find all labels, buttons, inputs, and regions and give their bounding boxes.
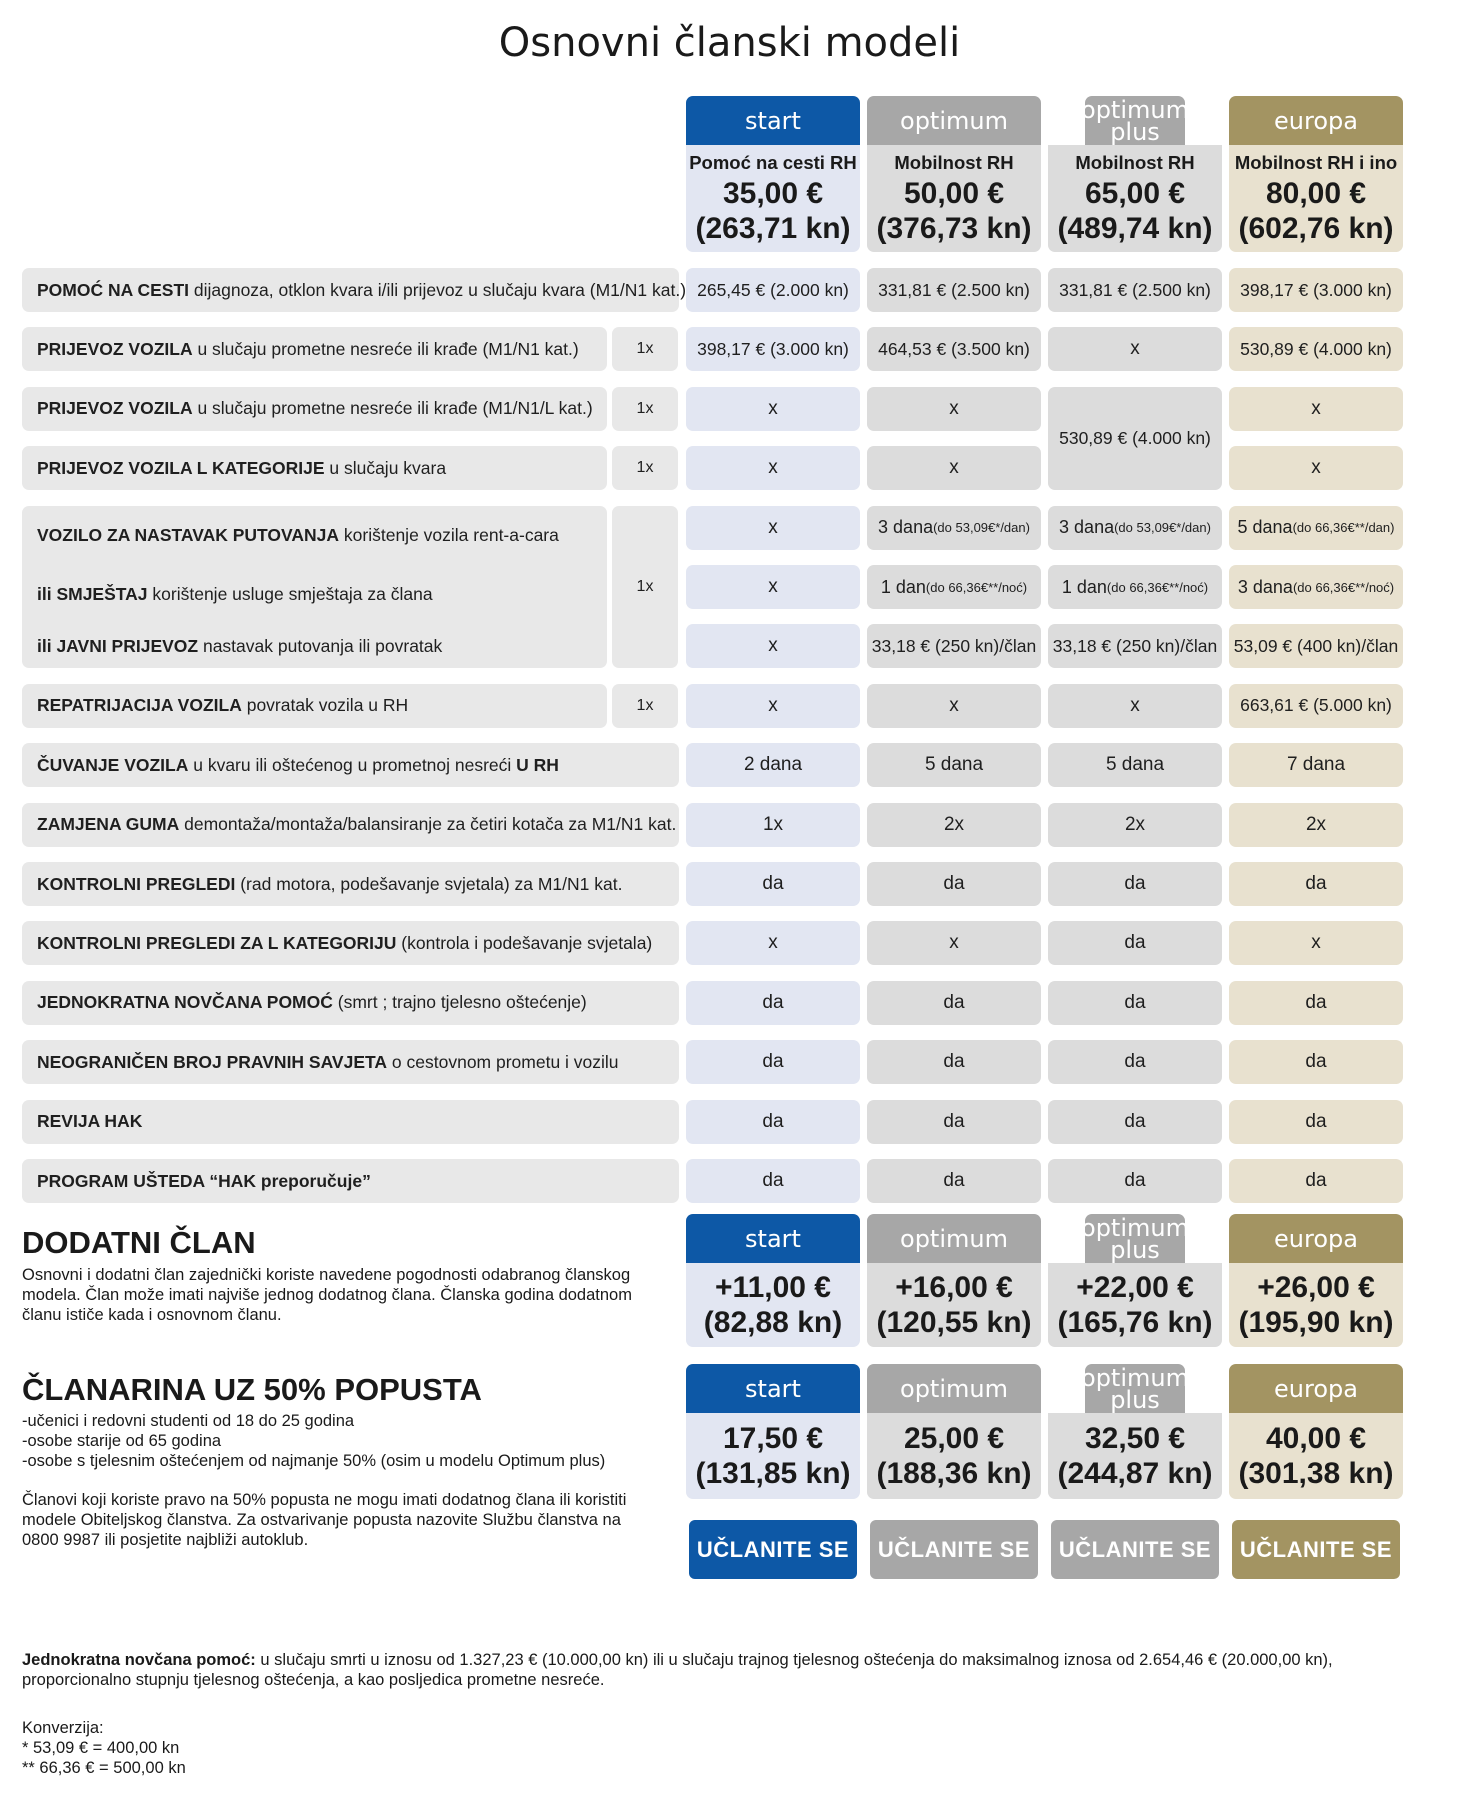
plan-value-text: da bbox=[1305, 991, 1327, 1013]
feature-label-text: dijagnoza, otklon kvara i/ili prijevoz u slučaju kvara (M1/N1 kat.) bbox=[189, 279, 687, 300]
feature-label-bold: ČUVANJE VOZILA bbox=[37, 754, 189, 775]
plan-value bbox=[686, 327, 860, 371]
feature-label-text: demontaža/montaža/balansiranje za četiri kotača za M1/N1 kat. bbox=[179, 814, 677, 835]
plan-value bbox=[1229, 981, 1403, 1025]
plan-value-text: 3 dana bbox=[878, 517, 934, 538]
plan-value bbox=[1048, 921, 1222, 965]
plan-value bbox=[867, 565, 1041, 609]
plan-price-eur: 65,00 € bbox=[1084, 176, 1186, 210]
plan-value-text: da bbox=[1124, 1110, 1146, 1132]
feature-label bbox=[22, 743, 679, 787]
plan-value-text: 1x bbox=[762, 813, 784, 835]
feature-label-bold: ili JAVNI PRIJEVOZ bbox=[37, 635, 199, 656]
plan-value bbox=[867, 1159, 1041, 1203]
plan-value-text: 5 dana bbox=[1237, 517, 1293, 538]
plan-value-text: x bbox=[949, 397, 959, 419]
plan-value-text: x bbox=[1311, 932, 1321, 954]
plan-value bbox=[686, 624, 860, 668]
plan-price-eur: 50,00 € bbox=[903, 176, 1005, 210]
plan-price-eur: 80,00 € bbox=[1265, 176, 1367, 210]
plan-value bbox=[1048, 1040, 1222, 1084]
konverzija-line: * 53,09 € = 400,00 kn bbox=[22, 1739, 180, 1757]
plan-value-text: 2x bbox=[1124, 813, 1146, 835]
plan-value-note: (do 66,36€**/noć) bbox=[925, 579, 1028, 595]
plan-price-sub: Mobilnost RH i ino bbox=[1234, 151, 1398, 173]
plan-value bbox=[1229, 862, 1403, 906]
plan-price-sub: Mobilnost RH bbox=[1075, 151, 1195, 173]
plan-value bbox=[1229, 1040, 1403, 1084]
feature-label bbox=[22, 921, 679, 965]
feature-label bbox=[22, 624, 607, 668]
plan-value-text: x bbox=[1130, 694, 1140, 716]
plan-value-note: (do 66,36€**/dan) bbox=[1292, 520, 1395, 536]
plan-value bbox=[867, 803, 1041, 847]
plan-value-text: 265,45 € (2.000 kn) bbox=[697, 279, 849, 300]
plan-tag-optimum: optimum bbox=[867, 96, 1041, 145]
plan-value bbox=[686, 1159, 860, 1203]
page-title: Osnovni članski modeli bbox=[498, 20, 961, 66]
plan-value-text: da bbox=[762, 1051, 784, 1073]
feature-label-text: nastavak putovanja ili povratak bbox=[198, 635, 443, 656]
plan-value bbox=[686, 387, 860, 431]
plan-value-text: 398,17 € (3.000 kn) bbox=[697, 338, 849, 359]
dodatni-price-kn: (82,88 kn) bbox=[703, 1306, 843, 1339]
plan-value-note: (do 53,09€*/dan) bbox=[933, 520, 1030, 536]
feature-label-bold: REPATRIJACIJA VOZILA bbox=[37, 695, 242, 716]
plan-value-text: 2 dana bbox=[743, 754, 803, 776]
plan-value bbox=[1229, 1159, 1403, 1203]
plan-value-text: 530,89 € (4.000 kn) bbox=[1059, 427, 1211, 448]
plan-value-text: 7 dana bbox=[1286, 754, 1346, 776]
feature-label bbox=[22, 387, 607, 431]
feature-label-text: u slučaju prometne nesreće ili krađe (M1/N1/L kat.) bbox=[192, 398, 593, 419]
feature-label-bold: U RH bbox=[516, 754, 559, 775]
plan-tag-optimum-plus: optimum plus bbox=[1081, 95, 1189, 146]
dodatni-text: Osnovni i dodatni član zajednički koriste navedene pogodnosti odabranog članskog modela. Član može imati najviše jednog dodatnog člana. Članska godina dodatnom članu ističe kada i osnovnom članu. bbox=[22, 1266, 632, 1324]
feature-label-bold: PROGRAM UŠTEDA “HAK preporučuje” bbox=[37, 1170, 371, 1191]
plan-value bbox=[867, 1040, 1041, 1084]
popust-price-kn: (244,87 kn) bbox=[1057, 1457, 1213, 1490]
plan-value bbox=[1229, 921, 1403, 965]
plan-value-text: 663,61 € (5.000 kn) bbox=[1240, 695, 1392, 716]
plan-value bbox=[1229, 387, 1403, 431]
dodatni-price-box bbox=[1048, 1263, 1222, 1347]
feature-label-bold: ZAMJENA GUMA bbox=[37, 814, 180, 835]
popust-price-kn: (131,85 kn) bbox=[695, 1457, 851, 1490]
plan-value bbox=[1229, 565, 1403, 609]
feature-label-text: (rad motora, podešavanje svjetala) za M1/N1 kat. bbox=[235, 873, 623, 894]
plan-value-text: 331,81 € (2.500 kn) bbox=[1059, 279, 1211, 300]
plan-value-text: x bbox=[768, 516, 778, 538]
dodatni-price-kn: (120,55 kn) bbox=[876, 1306, 1032, 1339]
plan-value-text: x bbox=[768, 397, 778, 419]
plan-tag-optimum: optimum bbox=[867, 1214, 1041, 1263]
plan-value bbox=[867, 684, 1041, 728]
plan-value-note: (do 66,36€**/noć) bbox=[1292, 579, 1395, 595]
plan-value-text: 1 dan bbox=[880, 576, 926, 597]
feature-label-text: korištenje usluge smještaja za člana bbox=[147, 584, 433, 605]
plan-value bbox=[686, 743, 860, 787]
plan-value-text: 33,18 € (250 kn)/član bbox=[871, 635, 1037, 656]
plan-price-eur: 35,00 € bbox=[722, 176, 824, 210]
popust-price-kn: (188,36 kn) bbox=[876, 1457, 1032, 1490]
plan-price-kn: (489,74 kn) bbox=[1057, 211, 1213, 245]
feature-label-bold: PRIJEVOZ VOZILA bbox=[37, 398, 193, 419]
popust-note: Članovi koji koriste pravo na 50% popusta ne mogu imati dodatnog člana ili koristiti modele Obiteljskog članstva. Za ostvarivanje popusta nazovite Službu članstva na 0800 9987 ili posjetite najbliži autoklub. bbox=[22, 1491, 627, 1549]
feature-label-text: povratak vozila u RH bbox=[241, 695, 409, 716]
feature-label bbox=[22, 1159, 679, 1203]
plan-value-note: (do 53,09€*/dan) bbox=[1114, 520, 1211, 536]
plan-tag-start: start bbox=[686, 1214, 860, 1263]
plan-tag-europa: europa bbox=[1229, 1214, 1403, 1263]
plan-value-text: da bbox=[1124, 1170, 1146, 1191]
popust-price-eur: 32,50 € bbox=[1084, 1422, 1186, 1455]
plan-value-text: x bbox=[1130, 338, 1140, 360]
plan-value bbox=[1048, 565, 1222, 609]
plan-value bbox=[1048, 981, 1222, 1025]
plan-value bbox=[1229, 684, 1403, 728]
plan-value-text: da bbox=[1305, 1051, 1327, 1073]
plan-value bbox=[1048, 743, 1222, 787]
feature-label-bold: PRIJEVOZ VOZILA bbox=[37, 338, 193, 359]
popust-price-box bbox=[686, 1413, 860, 1499]
plan-price-box bbox=[1048, 145, 1222, 252]
plan-value bbox=[686, 506, 860, 550]
plan-value-text: x bbox=[768, 457, 778, 479]
feature-label-text: (smrt ; trajno tjelesno oštećenje) bbox=[332, 992, 587, 1013]
usage-count: 1x bbox=[612, 446, 678, 490]
feature-label bbox=[22, 862, 679, 906]
plan-value bbox=[1229, 743, 1403, 787]
plan-value bbox=[1229, 624, 1403, 668]
plan-value bbox=[686, 921, 860, 965]
plan-value-text: da bbox=[1124, 991, 1146, 1013]
plan-value-text: x bbox=[768, 694, 778, 716]
plan-value bbox=[867, 624, 1041, 668]
popust-price-eur: 17,50 € bbox=[722, 1422, 824, 1455]
popust-list bbox=[22, 1411, 662, 1471]
feature-label-text: (kontrola i podešavanje svjetala) bbox=[396, 932, 653, 953]
dodatni-price-eur: +11,00 € bbox=[715, 1271, 831, 1304]
plan-value-text: 2x bbox=[943, 813, 965, 835]
plan-value-text: x bbox=[768, 635, 778, 657]
feature-label-bold: NEOGRANIČEN BROJ PRAVNIH SAVJETA bbox=[37, 1051, 388, 1072]
dodatni-price-kn: (195,90 kn) bbox=[1238, 1306, 1394, 1339]
join-button[interactable]: UČLANITE SE bbox=[870, 1520, 1038, 1579]
plan-value bbox=[867, 1100, 1041, 1144]
plan-value bbox=[1048, 624, 1222, 668]
plan-value bbox=[686, 1040, 860, 1084]
plan-value bbox=[1048, 1100, 1222, 1144]
plan-value bbox=[686, 268, 860, 312]
plan-value-text: da bbox=[1124, 932, 1146, 954]
plan-value bbox=[686, 981, 860, 1025]
footer-konverzija bbox=[22, 1718, 1442, 1778]
plan-value bbox=[1048, 268, 1222, 312]
plan-value bbox=[867, 506, 1041, 550]
plan-price-sub: Mobilnost RH bbox=[894, 151, 1014, 173]
feature-label-text: u kvaru ili oštećenog u prometnoj nesreći bbox=[188, 754, 517, 775]
plan-value-text: 464,53 € (3.500 kn) bbox=[878, 338, 1030, 359]
popust-price-box bbox=[1229, 1413, 1403, 1499]
usage-count: 1x bbox=[612, 327, 678, 371]
plan-tag-europa: europa bbox=[1229, 1364, 1403, 1413]
feature-label-text: u slučaju kvara bbox=[324, 457, 447, 478]
plan-value-text: 530,89 € (4.000 kn) bbox=[1240, 338, 1392, 359]
join-button[interactable]: UČLANITE SE bbox=[1232, 1520, 1400, 1579]
plan-tag-optimum: optimum bbox=[867, 1364, 1041, 1413]
plan-value-text: da bbox=[762, 991, 784, 1013]
join-button[interactable]: UČLANITE SE bbox=[1051, 1520, 1219, 1579]
plan-value-text: 1 dan bbox=[1061, 576, 1107, 597]
konverzija-line: ** 66,36 € = 500,00 kn bbox=[22, 1759, 186, 1777]
feature-label-bold: POMOĆ NA CESTI bbox=[37, 279, 189, 300]
plan-price-kn: (376,73 kn) bbox=[876, 211, 1032, 245]
plan-price-kn: (602,76 kn) bbox=[1238, 211, 1394, 245]
feature-label-bold: ili SMJEŠTAJ bbox=[37, 584, 148, 605]
popust-line: -učenici i redovni studenti od 18 do 25 godina bbox=[22, 1412, 355, 1430]
plan-value-text: da bbox=[943, 1051, 965, 1073]
plan-value-text: x bbox=[1311, 457, 1321, 479]
dodatni-price-eur: +22,00 € bbox=[1076, 1271, 1194, 1304]
plan-value bbox=[867, 862, 1041, 906]
feature-label bbox=[22, 1100, 679, 1144]
plan-tag-start: start bbox=[686, 1364, 860, 1413]
plan-value bbox=[1229, 327, 1403, 371]
plan-price-sub: Pomoć na cesti RH bbox=[689, 151, 857, 173]
popust-heading: ČLANARINA UZ 50% POPUSTA bbox=[22, 1372, 482, 1407]
plan-value-text: x bbox=[768, 932, 778, 954]
feature-label bbox=[22, 565, 607, 624]
plan-tag-optimum-plus: optimum plus bbox=[1081, 1213, 1189, 1264]
plan-value bbox=[686, 1100, 860, 1144]
popust-price-box bbox=[867, 1413, 1041, 1499]
plan-price-box bbox=[1229, 145, 1403, 252]
plan-value-text: 33,18 € (250 kn)/član bbox=[1052, 635, 1218, 656]
plan-value bbox=[686, 684, 860, 728]
footer-pomoc-text: u slučaju smrti u iznosu od 1.327,23 € (10.000,00 kn) ili u slučaju trajnog tjelesnog oštećenja do maksimalnog iznosa od 2.654,46 € (20.000,00 kn), proporcionalno stupnju tjelesnog oštećenja, a kao posljedica prometne nesreće. bbox=[22, 1651, 1333, 1689]
plan-value bbox=[1229, 268, 1403, 312]
feature-label bbox=[22, 506, 607, 565]
plan-value bbox=[1048, 803, 1222, 847]
feature-label bbox=[22, 327, 607, 371]
usage-count: 1x bbox=[612, 684, 678, 728]
footer-pomoc bbox=[22, 1650, 1442, 1690]
feature-label-bold: KONTROLNI PREGLEDI ZA L KATEGORIJU bbox=[37, 932, 397, 953]
plan-value-text: da bbox=[1305, 1110, 1327, 1132]
feature-label bbox=[22, 1040, 679, 1084]
feature-label-bold: JEDNOKRATNA NOVČANA POMOĆ bbox=[37, 992, 333, 1013]
plan-value bbox=[867, 921, 1041, 965]
plan-tag-optimum-plus: optimum plus bbox=[1081, 1363, 1189, 1414]
usage-count: 1x bbox=[612, 506, 678, 669]
plan-value bbox=[686, 803, 860, 847]
plan-value-text: 331,81 € (2.500 kn) bbox=[878, 279, 1030, 300]
plan-price-kn: (263,71 kn) bbox=[695, 211, 851, 245]
plan-value-text: da bbox=[943, 873, 965, 894]
feature-label bbox=[22, 446, 607, 490]
plan-value bbox=[1229, 506, 1403, 550]
dodatni-price-box bbox=[686, 1263, 860, 1347]
plan-tag-start: start bbox=[686, 96, 860, 145]
plan-tag-europa: europa bbox=[1229, 96, 1403, 145]
plan-value-text: x bbox=[1311, 397, 1321, 419]
plan-value-text: da bbox=[1124, 873, 1146, 894]
plan-value bbox=[1229, 446, 1403, 490]
dodatni-price-box bbox=[1229, 1263, 1403, 1347]
plan-value bbox=[867, 743, 1041, 787]
plan-value-text: 398,17 € (3.000 kn) bbox=[1240, 279, 1392, 300]
feature-label bbox=[22, 803, 679, 847]
popust-line: -osobe starije od 65 godina bbox=[22, 1432, 222, 1450]
plan-value-text: da bbox=[762, 1110, 784, 1132]
feature-label bbox=[22, 268, 687, 312]
dodatni-price-eur: +16,00 € bbox=[895, 1271, 1013, 1304]
plan-value bbox=[867, 268, 1041, 312]
plan-value bbox=[1048, 387, 1222, 490]
plan-value-text: 5 dana bbox=[924, 754, 984, 776]
feature-label-text: o cestovnom prometu i vozilu bbox=[387, 1051, 619, 1072]
plan-value-text: 53,09 € (400 kn)/član bbox=[1233, 635, 1399, 656]
popust-price-eur: 40,00 € bbox=[1265, 1422, 1367, 1455]
plan-value bbox=[1229, 1100, 1403, 1144]
feature-label-bold: REVIJA HAK bbox=[37, 1111, 143, 1132]
plan-value bbox=[867, 387, 1041, 431]
plan-price-box bbox=[686, 145, 860, 252]
usage-count: 1x bbox=[612, 387, 678, 431]
feature-label-bold: VOZILO ZA NASTAVAK PUTOVANJA bbox=[37, 524, 340, 545]
plan-value bbox=[1048, 684, 1222, 728]
plan-value-note: (do 66,36€**/noć) bbox=[1106, 579, 1209, 595]
plan-value bbox=[1048, 1159, 1222, 1203]
dodatni-price-eur: +26,00 € bbox=[1257, 1271, 1375, 1304]
dodatni-heading: DODATNI ČLAN bbox=[22, 1225, 256, 1260]
plan-value-text: da bbox=[1305, 1170, 1327, 1191]
plan-value bbox=[867, 327, 1041, 371]
popust-line: -osobe s tjelesnim oštećenjem od najmanje 50% (osim u modelu Optimum plus) bbox=[22, 1452, 606, 1470]
feature-label-bold: KONTROLNI PREGLEDI bbox=[37, 873, 236, 894]
plan-value bbox=[686, 565, 860, 609]
plan-value-text: da bbox=[943, 991, 965, 1013]
plan-value bbox=[686, 446, 860, 490]
plan-value bbox=[1048, 862, 1222, 906]
plan-value bbox=[867, 981, 1041, 1025]
plan-value-text: 2x bbox=[1305, 813, 1327, 835]
plan-value-text: da bbox=[762, 873, 784, 894]
footer-pomoc-label: Jednokratna novčana pomoć: bbox=[22, 1651, 256, 1669]
plan-value bbox=[867, 446, 1041, 490]
konverzija-title: Konverzija: bbox=[22, 1719, 104, 1737]
feature-label-text: korištenje vozila rent-a-cara bbox=[339, 524, 559, 545]
plan-value-text: x bbox=[949, 932, 959, 954]
plan-value-text: x bbox=[949, 457, 959, 479]
plan-value bbox=[1229, 803, 1403, 847]
join-button[interactable]: UČLANITE SE bbox=[689, 1520, 857, 1579]
feature-label-bold: PRIJEVOZ VOZILA L KATEGORIJE bbox=[37, 457, 325, 478]
feature-label bbox=[22, 981, 679, 1025]
feature-label-text: u slučaju prometne nesreće ili krađe (M1/N1 kat.) bbox=[192, 338, 579, 359]
plan-value-text: da bbox=[1305, 873, 1327, 894]
plan-value-text: da bbox=[762, 1170, 784, 1191]
plan-value-text: 3 dana bbox=[1059, 517, 1115, 538]
plan-value-text: da bbox=[943, 1170, 965, 1191]
plan-value-text: 3 dana bbox=[1237, 576, 1293, 597]
feature-label bbox=[22, 684, 607, 728]
plan-value-text: da bbox=[943, 1110, 965, 1132]
plan-value bbox=[1048, 327, 1222, 371]
dodatni-price-kn: (165,76 kn) bbox=[1057, 1306, 1213, 1339]
plan-value-text: x bbox=[768, 576, 778, 597]
popust-price-box bbox=[1048, 1413, 1222, 1499]
plan-value bbox=[686, 862, 860, 906]
plan-value-text: 5 dana bbox=[1105, 754, 1165, 776]
plan-value-text: x bbox=[949, 694, 959, 716]
popust-price-eur: 25,00 € bbox=[903, 1422, 1005, 1455]
dodatni-price-box bbox=[867, 1263, 1041, 1347]
popust-price-kn: (301,38 kn) bbox=[1238, 1457, 1394, 1490]
plan-value bbox=[1048, 506, 1222, 550]
plan-value-text: da bbox=[1124, 1051, 1146, 1073]
plan-price-box bbox=[867, 145, 1041, 252]
